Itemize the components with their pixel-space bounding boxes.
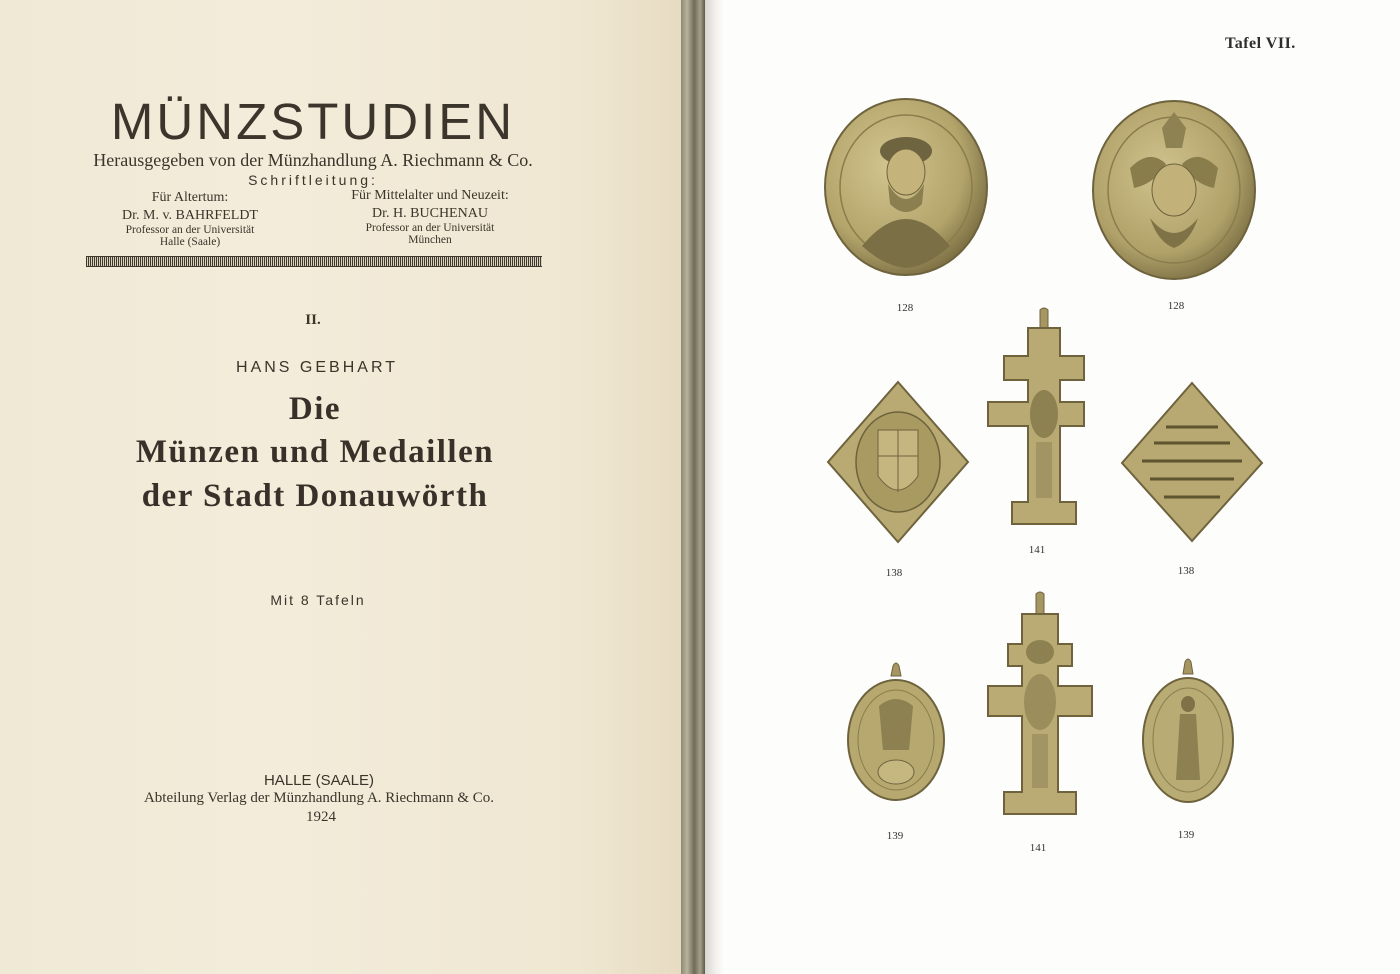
editor-affiliation: Professor an der Universität [365,221,495,234]
editor-antiquity [80,190,300,249]
publication-place: HALLE (SAALE) [263,772,375,789]
volume-number: II. [305,312,321,328]
page-gutter [705,0,723,974]
editor-name: Dr. H. BUCHENAU [372,206,488,222]
publisher-imprint: Abteilung Verlag der Münzhandlung A. Riechmann & Co. [143,790,495,806]
klippe-138-obverse [826,380,970,560]
series-title: MÜNZSTUDIEN [110,93,516,150]
oval-medal-139-reverse [1140,656,1236,806]
title-page [0,0,681,974]
author-name: HANS GEBHART [236,359,398,376]
plate-title: Tafel VII. [1225,35,1296,52]
oval-medal-139-obverse [845,660,947,802]
editor-medieval-modern [320,188,540,247]
editor-field: Für Altertum: [151,190,229,205]
editor-city: München [408,234,452,247]
book-title-line-1: Die [288,391,342,427]
caption: 128 [1167,300,1185,312]
caption: 141 [1028,544,1046,556]
book-title-line-2: Münzen und Medaillen [135,434,495,470]
editor-city: Halle (Saale) [159,236,221,249]
editorship-label: Schriftleitung: [248,172,378,188]
medal-128-reverse [1090,98,1258,282]
plates-note: Mit 8 Tafeln [270,592,366,608]
editor-name: Dr. M. v. BAHRFELDT [122,208,258,224]
caption: 138 [885,567,903,579]
decorative-rule [86,256,542,267]
caption: 128 [896,302,914,314]
editor-affiliation: Professor an der Universität [125,223,255,236]
publication-year: 1924 [306,809,336,825]
book-spine [681,0,705,974]
caption: 138 [1177,565,1195,577]
publisher-line: Herausgegeben von der Münzhandlung A. Riechmann & Co. [93,150,533,170]
editor-field: Für Mittelalter und Neuzeit: [351,188,509,203]
medal-128-obverse [822,96,990,278]
pendant-cross-141 [986,306,1102,528]
caption: 139 [1177,829,1195,841]
book-title-line-3: der Stadt Donauwörth [141,478,489,514]
caption: 141 [1029,842,1047,854]
klippe-138-reverse [1120,381,1264,543]
pendant-cross-141-reverse [984,590,1096,818]
caption: 139 [886,830,904,842]
